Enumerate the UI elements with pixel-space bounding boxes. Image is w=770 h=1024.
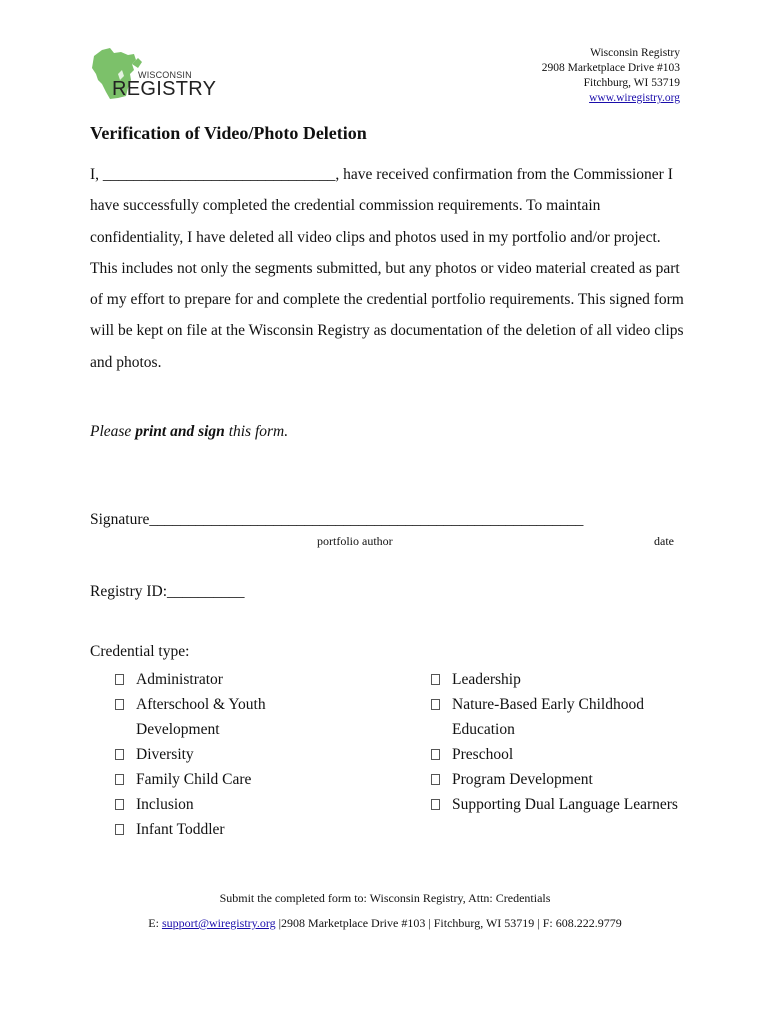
support-email-link[interactable]: support@wiregistry.org	[161, 916, 276, 930]
credential-option[interactable]	[115, 692, 345, 742]
checkbox-icon[interactable]	[431, 799, 440, 810]
credential-list-right	[431, 667, 701, 817]
credential-label: Diversity	[136, 746, 194, 763]
signature-date-caption: date	[654, 534, 674, 548]
please-prefix: Please	[90, 423, 136, 440]
credential-label: Inclusion	[136, 796, 194, 813]
checkbox-icon[interactable]	[115, 774, 124, 785]
checkbox-icon[interactable]	[115, 749, 124, 760]
credential-label: Leadership	[452, 671, 521, 688]
credential-label: Afterschool & Youth Development	[136, 696, 266, 738]
logo-text-wisconsin: WISCONSIN	[138, 70, 192, 80]
credential-label: Family Child Care	[136, 771, 252, 788]
checkbox-icon[interactable]	[115, 674, 124, 685]
signature-author-caption: portfolio author	[317, 534, 393, 548]
address-org: Wisconsin Registry	[590, 47, 680, 59]
credential-option[interactable]	[431, 767, 701, 792]
credential-option[interactable]	[115, 767, 345, 792]
contact-details: |2908 Marketplace Drive #103 | Fitchburg, WI 53719 | F: 608.222.9779	[275, 916, 622, 930]
address-city: Fitchburg, WI 53719	[583, 77, 680, 89]
contact-line	[0, 916, 770, 931]
checkbox-icon[interactable]	[115, 799, 124, 810]
verification-paragraph: I, ______________________________, have received confirmation from the Commissioner I have successfully completed the credential commission requirements. To maintain confidentiality, I have deleted all video clips and photos used in my portfolio and/or project. This includes not only the segments submitted, but any photos or video material created as part of my effort to prepare for and complete the credential portfolio requirements. This signed form will be kept on file at the Wisconsin Registry as documentation of the deletion of all video clips and photos.	[90, 166, 684, 371]
credential-option[interactable]	[115, 817, 345, 842]
credential-option[interactable]	[431, 692, 701, 742]
address-block	[542, 46, 680, 106]
checkbox-icon[interactable]	[431, 749, 440, 760]
credential-option[interactable]	[431, 667, 701, 692]
credential-label: Supporting Dual Language Learners	[452, 796, 678, 813]
credential-label: Infant Toddler	[136, 821, 225, 838]
submit-instructions: Submit the completed form to: Wisconsin Registry, Attn: Credentials	[219, 891, 551, 905]
logo-text-registry: REGISTRY	[112, 78, 217, 100]
credential-type-label: Credential type:	[90, 643, 190, 660]
credential-label: Preschool	[452, 746, 514, 763]
credential-option[interactable]	[431, 792, 701, 817]
checkbox-icon[interactable]	[431, 674, 440, 685]
registry-id-field: Registry ID:__________	[90, 583, 245, 600]
checkbox-icon[interactable]	[115, 699, 124, 710]
credential-option[interactable]	[115, 742, 345, 767]
credential-label: Program Development	[452, 771, 593, 788]
credential-label: Administrator	[136, 671, 223, 688]
form-title: Verification of Video/Photo Deletion	[90, 123, 367, 143]
email-prefix: E:	[148, 916, 162, 930]
please-bold: print and sign	[135, 423, 225, 440]
credential-label: Nature-Based Early Childhood Education	[452, 696, 644, 738]
credential-option[interactable]	[115, 667, 345, 692]
please-suffix: this form.	[224, 423, 289, 440]
credential-option[interactable]	[115, 792, 345, 817]
wisconsin-registry-logo	[88, 44, 217, 104]
print-sign-instruction	[90, 423, 288, 441]
credential-option[interactable]	[431, 742, 701, 767]
website-link[interactable]: www.wiregistry.org	[589, 92, 680, 104]
credential-list-left	[115, 667, 345, 842]
address-street: 2908 Marketplace Drive #103	[541, 62, 680, 74]
checkbox-icon[interactable]	[431, 699, 440, 710]
checkbox-icon[interactable]	[115, 824, 124, 835]
signature-line: Signature________________________________________________________	[90, 511, 584, 528]
checkbox-icon[interactable]	[431, 774, 440, 785]
